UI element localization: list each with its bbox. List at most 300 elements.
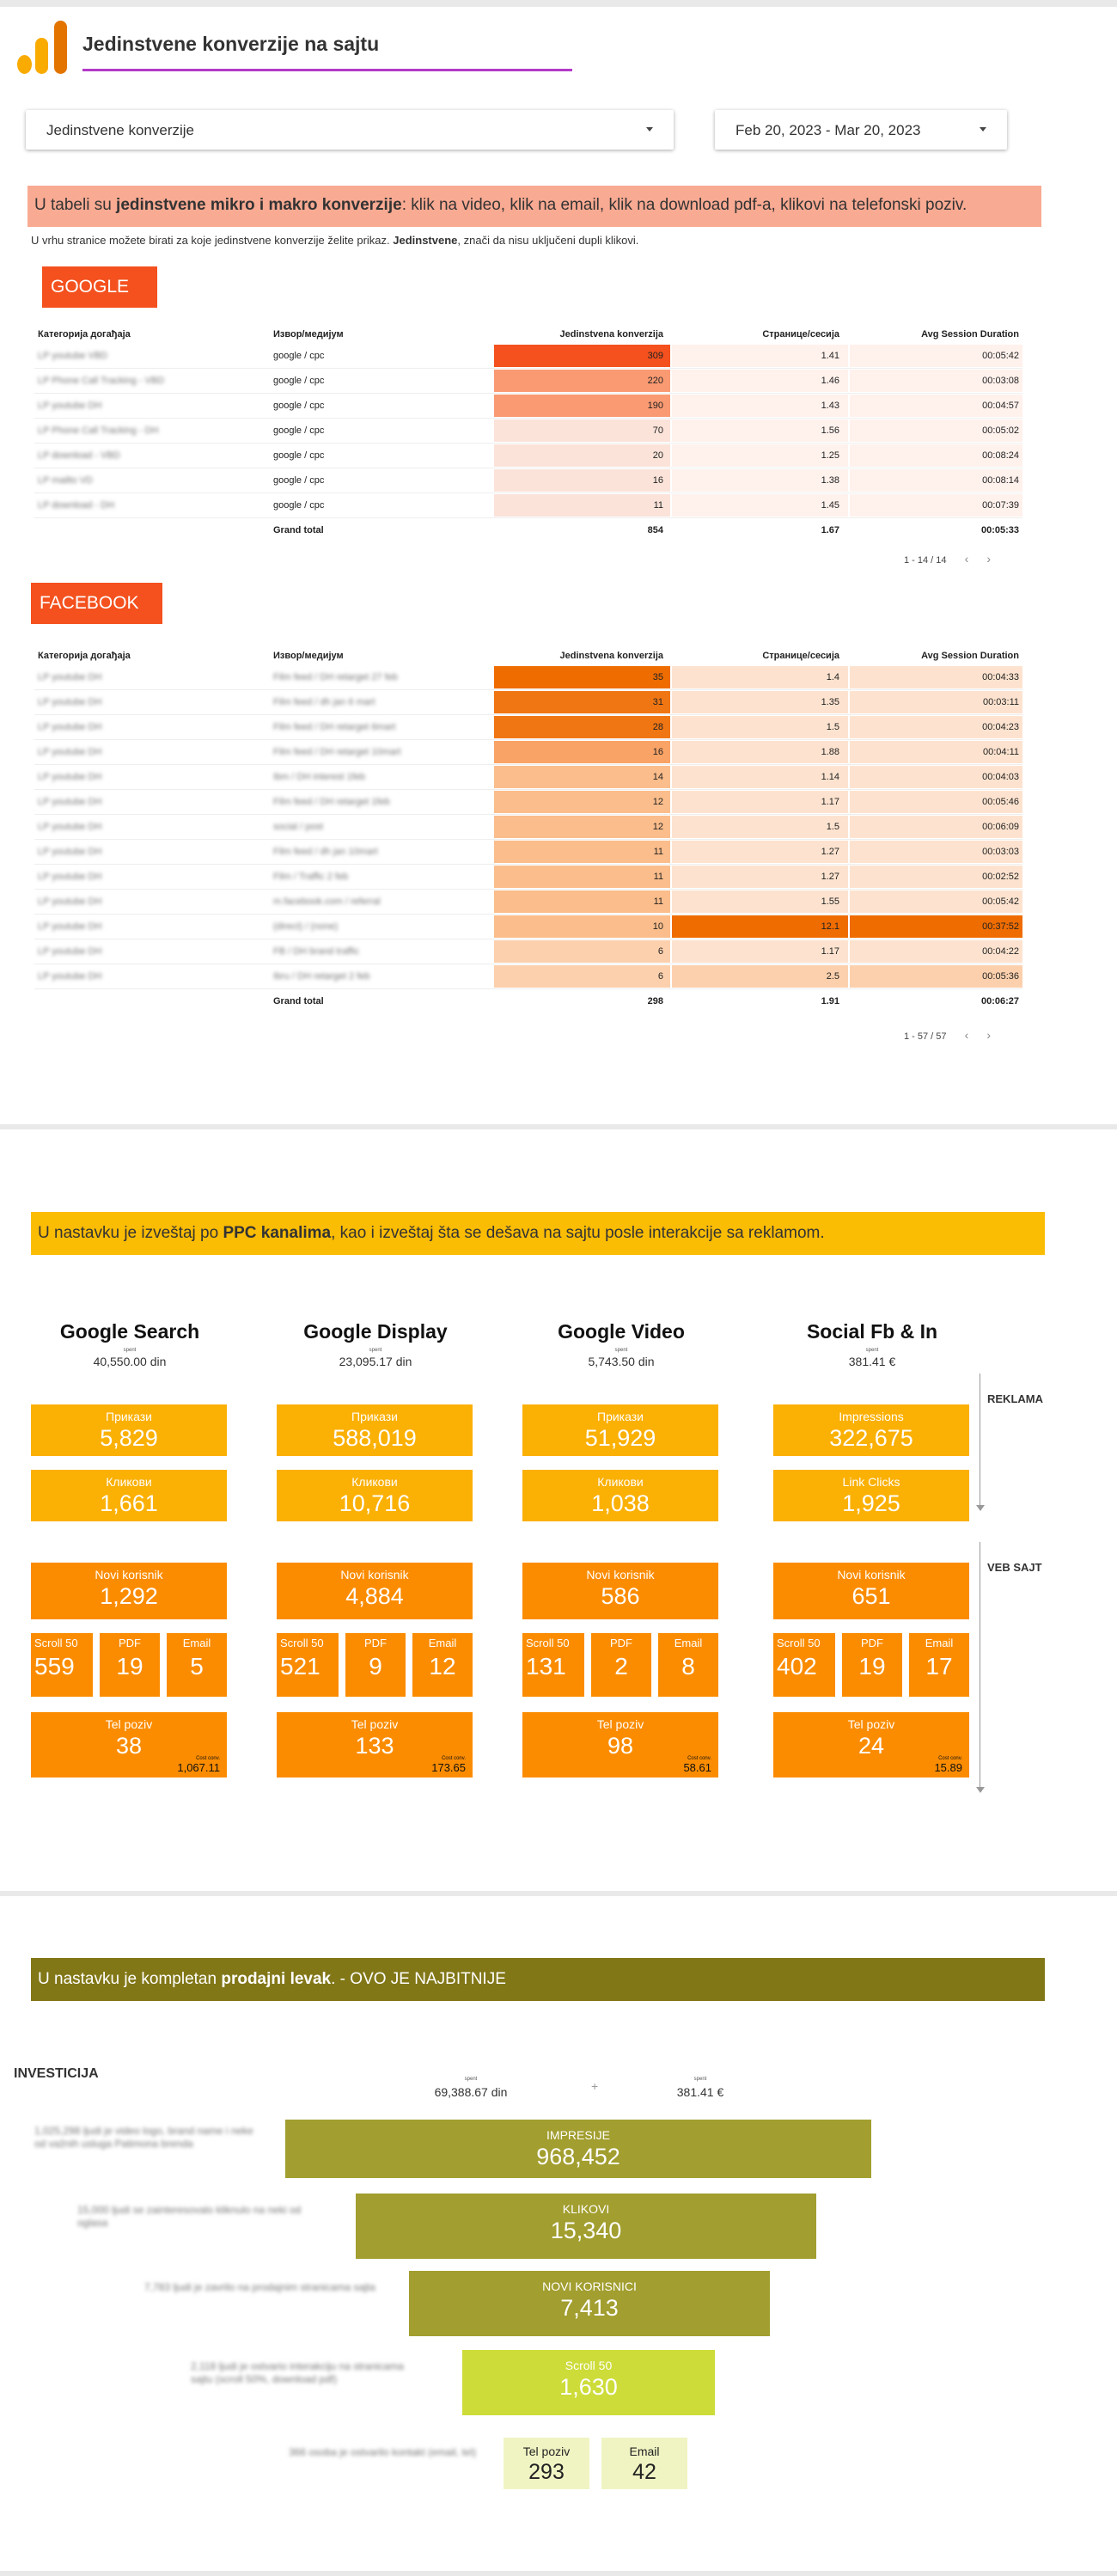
intro-note xyxy=(31,234,638,247)
row-category: LP youtube DH xyxy=(38,747,102,757)
plus-sign: + xyxy=(591,2079,599,2093)
intro-note-bold: Jedinstvene xyxy=(393,234,458,247)
channel-spent: 40,550.00 din xyxy=(93,1355,167,1368)
new-users-kpi-value: 1,292 xyxy=(100,1583,158,1609)
row-source: FB / DH brand traffic xyxy=(273,946,360,957)
title-underline xyxy=(82,69,572,71)
table-row xyxy=(34,790,1022,815)
row-conversions: 11 xyxy=(494,890,670,913)
row-pages: 1.41 xyxy=(672,345,848,367)
row-conversions: 31 xyxy=(494,691,670,713)
row-category: LP mailto VD xyxy=(38,475,93,486)
impressions-kpi-value: 588,019 xyxy=(333,1425,417,1451)
pdf-kpi-label: PDF xyxy=(610,1637,632,1649)
tel-kpi-label: Tel poziv xyxy=(847,1717,895,1731)
clicks-kpi-value: 1,661 xyxy=(100,1490,158,1516)
row-conversions: 14 xyxy=(494,766,670,788)
table-row xyxy=(34,840,1022,865)
row-conversions: 309 xyxy=(494,345,670,367)
row-conversions: 28 xyxy=(494,716,670,738)
row-category: LP youtube DH xyxy=(38,772,102,782)
col-duration[interactable]: Avg Session Duration xyxy=(921,329,1019,340)
chevron-left-icon[interactable]: ‹ xyxy=(964,552,969,566)
row-duration: 00:05:42 xyxy=(850,345,1022,367)
row-duration: 00:07:39 xyxy=(850,494,1022,517)
col-conversions[interactable]: Jedinstvena konverzija xyxy=(559,329,663,340)
scroll-kpi-value: 559 xyxy=(34,1653,75,1680)
channel-title: Google Search xyxy=(59,1320,200,1343)
row-pages: 1.17 xyxy=(672,791,848,813)
row-pages: 1.5 xyxy=(672,716,848,738)
tel-kpi-value: 24 xyxy=(858,1733,885,1759)
spent-label: spent xyxy=(369,1348,382,1353)
clicks-kpi xyxy=(773,1470,969,1521)
funnel-stage-label: IMPRESIJE xyxy=(546,2128,610,2142)
table-row xyxy=(34,419,1022,444)
pdf-kpi-value: 9 xyxy=(369,1653,382,1680)
funnel-email-label: Email xyxy=(629,2444,660,2458)
impressions-kpi xyxy=(31,1404,227,1456)
row-source: Film feed / dh jan 10mart xyxy=(273,847,378,857)
funnel-banner-bold: prodajni levak xyxy=(221,1970,332,1988)
email-kpi xyxy=(412,1633,473,1697)
funnel-stage-description: 7,783 ljudi je zavrilo na prodajnim stranicama sajta xyxy=(144,2281,375,2293)
tel-kpi xyxy=(31,1712,227,1778)
chevron-left-icon[interactable]: ‹ xyxy=(964,1028,969,1042)
total-pages: 1.91 xyxy=(821,996,839,1007)
row-category: LP youtube DH xyxy=(38,722,102,732)
total-conversions: 298 xyxy=(647,996,663,1007)
row-duration: 00:08:14 xyxy=(850,469,1022,492)
pager-range: 1 - 14 / 14 xyxy=(904,555,947,566)
clicks-kpi-label: Кликови xyxy=(351,1475,398,1489)
pager-range: 1 - 57 / 57 xyxy=(904,1031,947,1042)
row-duration: 00:05:46 xyxy=(850,791,1022,813)
table-row xyxy=(34,444,1022,468)
row-source: Ibru / DH retarget 2 feb xyxy=(273,971,370,982)
row-pages: 1.27 xyxy=(672,866,848,888)
ppc-channels-page xyxy=(0,1129,1117,1891)
row-duration: 00:04:33 xyxy=(850,666,1022,688)
channel-spent: 5,743.50 din xyxy=(588,1355,655,1368)
email-kpi-label: Email xyxy=(182,1637,211,1649)
pdf-kpi xyxy=(591,1633,651,1697)
new-users-kpi xyxy=(277,1563,473,1619)
new-users-kpi xyxy=(522,1563,718,1619)
clicks-kpi-value: 10,716 xyxy=(339,1490,411,1516)
email-kpi xyxy=(658,1633,718,1697)
row-pages: 1.43 xyxy=(672,395,848,417)
funnel-banner xyxy=(31,1958,1045,2001)
row-source: google / cpc xyxy=(273,401,325,411)
col-duration[interactable]: Avg Session Duration xyxy=(921,651,1019,661)
new-users-kpi-value: 4,884 xyxy=(345,1583,404,1609)
funnel-stage-value: 1,630 xyxy=(559,2374,618,2400)
funnel-stage-label: Scroll 50 xyxy=(565,2359,613,2372)
row-pages: 1.46 xyxy=(672,370,848,392)
scroll-kpi xyxy=(773,1633,835,1697)
new-users-kpi-value: 586 xyxy=(601,1583,640,1609)
col-pages[interactable]: Странице/сесија xyxy=(762,329,839,340)
scroll-kpi xyxy=(277,1633,339,1697)
row-duration: 00:03:03 xyxy=(850,841,1022,863)
row-category: LP youtube DH xyxy=(38,847,102,857)
table-body xyxy=(34,665,1022,989)
funnel-banner-text-end: . - OVO JE NAJBITNIJE xyxy=(331,1970,506,1988)
table-row xyxy=(34,665,1022,690)
site-section-label: VEB SAJT xyxy=(987,1561,1042,1574)
ppc-banner-text-end: , kao i izveštaj šta se dešava na sajtu posle interakcije sa reklamom. xyxy=(331,1224,825,1242)
row-pages: 1.27 xyxy=(672,841,848,863)
pdf-kpi-value: 19 xyxy=(858,1653,886,1680)
row-category: LP youtube DH xyxy=(38,921,102,932)
analytics-logo-icon xyxy=(17,21,70,74)
sales-funnel-page xyxy=(0,1896,1117,2571)
pdf-kpi xyxy=(345,1633,406,1697)
pdf-kpi-label: PDF xyxy=(364,1637,387,1649)
table-row xyxy=(34,715,1022,740)
funnel-stage-label: KLIKOVI xyxy=(562,2202,610,2216)
tel-kpi xyxy=(773,1712,969,1778)
row-conversions: 16 xyxy=(494,741,670,763)
row-conversions: 11 xyxy=(494,841,670,863)
row-source: social / post xyxy=(273,822,324,832)
funnel-stage xyxy=(462,2350,715,2415)
conversion-type-dropdown[interactable] xyxy=(26,110,674,150)
row-duration: 00:03:11 xyxy=(850,691,1022,713)
new-users-kpi-label: Novi korisnik xyxy=(586,1568,655,1582)
channel-title: Google Display xyxy=(303,1320,448,1343)
row-source: google / cpc xyxy=(273,351,325,361)
row-pages: 1.45 xyxy=(672,494,848,517)
row-duration: 00:04:11 xyxy=(850,741,1022,763)
table-row xyxy=(34,493,1022,518)
ppc-banner-text: U nastavku je izveštaj po xyxy=(38,1224,223,1242)
cost-label: Cost conv. xyxy=(687,1756,711,1761)
cost-value: 1,067.11 xyxy=(177,1761,220,1774)
row-pages: 1.56 xyxy=(672,419,848,442)
spent-eur: 381.41 € xyxy=(676,2085,724,2099)
total-conversions: 854 xyxy=(647,525,663,535)
row-conversions: 11 xyxy=(494,494,670,517)
col-conversions[interactable]: Jedinstvena konverzija xyxy=(559,651,663,661)
row-conversions: 10 xyxy=(494,915,670,938)
new-users-kpi xyxy=(773,1563,969,1619)
funnel-email-value: 42 xyxy=(632,2460,656,2484)
impressions-kpi xyxy=(277,1404,473,1456)
intro-banner xyxy=(27,186,1041,227)
row-source: google / cpc xyxy=(273,450,325,461)
row-source: google / cpc xyxy=(273,376,325,386)
row-source: google / cpc xyxy=(273,425,325,436)
scroll-kpi-label: Scroll 50 xyxy=(777,1637,821,1649)
row-category: LP Phone Call Tracking - VBD xyxy=(38,376,165,386)
tel-kpi-value: 98 xyxy=(607,1733,634,1759)
google-table-pager xyxy=(904,552,991,566)
ad-section-label: REKLAMA xyxy=(987,1392,1043,1405)
row-pages: 1.14 xyxy=(672,766,848,788)
tel-kpi-value: 133 xyxy=(355,1733,394,1759)
new-users-kpi-label: Novi korisnik xyxy=(837,1568,906,1582)
row-source: Film feed / DH retarget 27 feb xyxy=(273,672,398,682)
tel-kpi-label: Tel poziv xyxy=(351,1717,399,1731)
cost-label: Cost conv. xyxy=(938,1756,962,1761)
table-row xyxy=(34,690,1022,715)
email-kpi xyxy=(909,1633,969,1697)
row-pages: 1.35 xyxy=(672,691,848,713)
clicks-kpi-label: Кликови xyxy=(597,1475,644,1489)
total-pages: 1.67 xyxy=(821,525,839,535)
row-category: LP youtube VBD xyxy=(38,351,108,361)
funnel-stage xyxy=(409,2271,770,2336)
row-source: Film feed / DH retarget 6mart xyxy=(273,722,396,732)
row-duration: 00:03:08 xyxy=(850,370,1022,392)
cost-label: Cost conv. xyxy=(196,1756,220,1761)
clicks-kpi-value: 1,925 xyxy=(842,1490,900,1516)
row-source: Film / Traffic 2 feb xyxy=(273,872,349,882)
pdf-kpi-label: PDF xyxy=(119,1637,141,1649)
row-conversions: 20 xyxy=(494,444,670,467)
new-users-kpi xyxy=(31,1563,227,1619)
table-row xyxy=(34,939,1022,964)
cost-per-conversion xyxy=(683,1756,711,1774)
row-source: Ibm / DH interest 1feb xyxy=(273,772,365,782)
scroll-kpi-label: Scroll 50 xyxy=(34,1637,78,1649)
chevron-right-icon[interactable]: › xyxy=(986,1028,992,1042)
table-row xyxy=(34,890,1022,915)
impressions-kpi-label: Impressions xyxy=(839,1410,904,1423)
table-header xyxy=(34,325,1022,344)
row-category: LP Phone Call Tracking - DH xyxy=(38,425,159,436)
funnel-stage-description: 15,000 ljudi se zainteresovalo kliknulo na neki od oglasa xyxy=(77,2204,302,2229)
row-pages: 1.4 xyxy=(672,666,848,688)
row-conversions: 190 xyxy=(494,395,670,417)
table-row xyxy=(34,369,1022,394)
total-label: Grand total xyxy=(273,525,324,535)
impressions-kpi xyxy=(773,1404,969,1456)
total-duration: 00:06:27 xyxy=(980,996,1019,1007)
col-source[interactable]: Извор/медијум xyxy=(273,651,344,661)
funnel-stage-description: 2,118 ljudi je ostvario interakciju na stranicama sajtu (scroll 50%, download pdf) xyxy=(191,2360,404,2385)
row-conversions: 6 xyxy=(494,940,670,963)
scroll-kpi-value: 131 xyxy=(526,1653,566,1680)
total-label: Grand total xyxy=(273,996,324,1007)
email-kpi-label: Email xyxy=(674,1637,703,1649)
email-kpi-label: Email xyxy=(428,1637,457,1649)
row-category: LP download - DH xyxy=(38,500,115,511)
intro-banner-text-end: : klik na video, klik na email, klik na download pdf-a, klikovi na telefonski poziv. xyxy=(401,196,967,214)
facebook-section-label: FACEBOOK xyxy=(31,583,162,624)
row-conversions: 6 xyxy=(494,965,670,988)
row-conversions: 16 xyxy=(494,469,670,492)
spent-din: 69,388.67 din xyxy=(434,2085,508,2099)
funnel-stage-value: 968,452 xyxy=(536,2144,620,2169)
row-pages: 1.25 xyxy=(672,444,848,467)
date-range-picker[interactable] xyxy=(715,110,1007,150)
pdf-kpi-value: 2 xyxy=(614,1653,628,1680)
table-row xyxy=(34,815,1022,840)
spent-label: spent xyxy=(693,2077,707,2082)
row-pages: 1.17 xyxy=(672,940,848,963)
funnel-banner-text: U nastavku je kompletan xyxy=(38,1970,222,1988)
row-conversions: 220 xyxy=(494,370,670,392)
ppc-banner xyxy=(31,1212,1045,1255)
spent-label: spent xyxy=(464,2077,478,2082)
pdf-kpi xyxy=(842,1633,902,1697)
clicks-kpi-value: 1,038 xyxy=(591,1490,650,1516)
pdf-kpi-value: 19 xyxy=(116,1653,143,1680)
funnel-stage xyxy=(285,2120,871,2178)
row-category: LP youtube DH xyxy=(38,946,102,957)
spent-label: spent xyxy=(123,1348,137,1353)
facebook-table-pager xyxy=(904,1028,991,1042)
total-duration: 00:05:33 xyxy=(980,525,1019,535)
col-category[interactable]: Категорија догађаја xyxy=(38,329,131,340)
channel-title: Social Fb & In xyxy=(806,1320,938,1343)
scroll-kpi xyxy=(31,1633,93,1697)
google-section-label: GOOGLE xyxy=(42,266,157,308)
intro-note-text: U vrhu stranice možete birati za koje jedinstvene konverzije želite prikaz. xyxy=(31,234,394,247)
row-duration: 00:02:52 xyxy=(850,866,1022,888)
row-source: Film feed / DH retarget 10mart xyxy=(273,747,401,757)
row-category: LP youtube DH xyxy=(38,971,102,982)
row-duration: 00:04:22 xyxy=(850,940,1022,963)
funnel-stage-description: 1,025,298 ljudi je video logo, brand name i neke od važnih usluga Patimona brenda xyxy=(34,2125,253,2150)
row-source: m.facebook.com / referral xyxy=(273,896,381,907)
table-row xyxy=(34,344,1022,369)
clicks-kpi xyxy=(31,1470,227,1521)
intro-banner-text: U tabeli su xyxy=(34,196,117,214)
row-conversions: 11 xyxy=(494,866,670,888)
row-pages: 2.5 xyxy=(672,965,848,988)
cost-per-conversion xyxy=(934,1756,962,1774)
col-source[interactable]: Извор/медијум xyxy=(273,329,344,340)
table-row xyxy=(34,765,1022,790)
email-kpi-value: 12 xyxy=(429,1653,456,1680)
row-source: google / cpc xyxy=(273,500,325,511)
col-pages[interactable]: Странице/сесија xyxy=(762,651,839,661)
row-pages: 1.88 xyxy=(672,741,848,763)
impressions-kpi-label: Прикази xyxy=(106,1410,152,1423)
row-duration: 00:04:57 xyxy=(850,395,1022,417)
row-duration: 00:05:02 xyxy=(850,419,1022,442)
pdf-kpi-label: PDF xyxy=(861,1637,883,1649)
arrow-down-icon xyxy=(976,1787,985,1793)
row-pages: 1.38 xyxy=(672,469,848,492)
channel-title: Google Video xyxy=(558,1320,685,1343)
table-row xyxy=(34,865,1022,890)
contact-description: 366 osoba je ostvarilo kontakt (email, tel) xyxy=(289,2446,477,2458)
impressions-kpi-value: 5,829 xyxy=(100,1425,158,1451)
scroll-kpi-label: Scroll 50 xyxy=(280,1637,324,1649)
arrow-down-icon xyxy=(976,1505,985,1511)
pdf-kpi xyxy=(100,1633,160,1697)
spent-label: spent xyxy=(865,1348,879,1353)
clicks-kpi-label: Link Clicks xyxy=(842,1475,900,1489)
impressions-kpi-value: 322,675 xyxy=(829,1425,913,1451)
chevron-right-icon[interactable]: › xyxy=(986,552,992,566)
scroll-kpi-label: Scroll 50 xyxy=(526,1637,570,1649)
date-range-value: Feb 20, 2023 - Mar 20, 2023 xyxy=(736,122,921,138)
email-kpi-value: 8 xyxy=(681,1653,695,1680)
table-row xyxy=(34,468,1022,493)
row-source: Film feed / dh jan 6 mart xyxy=(273,697,375,707)
intro-note-text-end: , znači da nisu uključeni dupli klikovi. xyxy=(457,234,639,247)
caret-down-icon xyxy=(980,127,986,132)
funnel-tel-value: 293 xyxy=(528,2460,565,2484)
cost-per-conversion xyxy=(177,1756,220,1774)
impressions-kpi-label: Прикази xyxy=(597,1410,644,1423)
row-conversions: 70 xyxy=(494,419,670,442)
intro-banner-bold: jedinstvene mikro i makro konverzije xyxy=(116,196,402,214)
new-users-kpi-value: 651 xyxy=(851,1583,891,1609)
table-total-row xyxy=(34,518,1022,543)
cost-label: Cost conv. xyxy=(442,1756,466,1761)
email-kpi xyxy=(167,1633,227,1697)
row-duration: 00:06:09 xyxy=(850,816,1022,838)
email-kpi-value: 5 xyxy=(190,1653,204,1680)
new-users-kpi-label: Novi korisnik xyxy=(340,1568,409,1582)
funnel-tel-label: Tel poziv xyxy=(522,2444,571,2458)
email-kpi-label: Email xyxy=(925,1637,954,1649)
table-body xyxy=(34,344,1022,518)
row-duration: 00:04:23 xyxy=(850,716,1022,738)
row-category: LP youtube DH xyxy=(38,822,102,832)
clicks-kpi xyxy=(522,1470,718,1521)
ppc-banner-bold: PPC kanalima xyxy=(223,1224,332,1242)
table-row xyxy=(34,915,1022,939)
row-duration: 00:04:03 xyxy=(850,766,1022,788)
row-conversions: 12 xyxy=(494,791,670,813)
tel-kpi xyxy=(522,1712,718,1778)
caret-down-icon xyxy=(646,127,653,132)
table-total-row xyxy=(34,989,1022,1014)
tel-kpi-label: Tel poziv xyxy=(105,1717,153,1731)
row-pages: 1.5 xyxy=(672,816,848,838)
new-users-kpi-label: Novi korisnik xyxy=(95,1568,163,1582)
cost-per-conversion xyxy=(431,1756,466,1774)
channel-spent: 381.41 € xyxy=(848,1355,896,1368)
row-category: LP youtube DH xyxy=(38,672,102,682)
row-category: LP youtube DH xyxy=(38,797,102,807)
google-conversions-table xyxy=(34,325,1022,543)
page-title: Jedinstvene konverzije na sajtu xyxy=(82,33,380,55)
table-row xyxy=(34,964,1022,989)
funnel-stage-label: NOVI KORISNICI xyxy=(542,2279,637,2293)
row-pages: 1.55 xyxy=(672,890,848,913)
row-source: (direct) / (none) xyxy=(273,921,339,932)
impressions-kpi-value: 51,929 xyxy=(584,1425,656,1451)
row-source: google / cpc xyxy=(273,475,325,486)
table-row xyxy=(34,740,1022,765)
col-category[interactable]: Категорија догађаја xyxy=(38,651,131,661)
funnel-stage-value: 7,413 xyxy=(560,2295,619,2321)
conversions-page xyxy=(0,7,1117,1124)
impressions-kpi-label: Прикази xyxy=(351,1410,398,1423)
spent-label: spent xyxy=(614,1348,628,1353)
scroll-kpi-value: 521 xyxy=(280,1653,320,1680)
cost-value: 173.65 xyxy=(431,1761,466,1774)
funnel-tel-box xyxy=(504,2438,589,2489)
row-category: LP youtube DH xyxy=(38,896,102,907)
funnel-stage-value: 15,340 xyxy=(550,2218,622,2243)
row-category: LP download - VBD xyxy=(38,450,120,461)
row-conversions: 12 xyxy=(494,816,670,838)
funnel-email-box xyxy=(601,2438,687,2489)
row-source: Film feed / DH retarget 1feb xyxy=(273,797,390,807)
row-category: LP youtube DH xyxy=(38,697,102,707)
funnel-stage xyxy=(356,2194,816,2259)
